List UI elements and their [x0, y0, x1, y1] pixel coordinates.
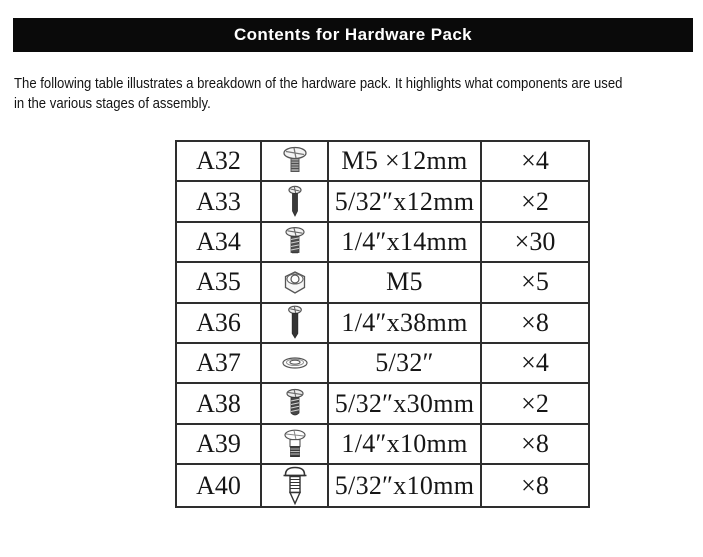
- part-qty-cell: ×8: [481, 464, 589, 507]
- title-bar: [13, 18, 693, 52]
- part-id-cell: A34: [176, 222, 261, 262]
- table-row-a37: [176, 343, 589, 383]
- part-id-cell: A36: [176, 303, 261, 343]
- table-row-a34: [176, 222, 589, 262]
- part-icon-cell: [261, 343, 328, 383]
- description-line-2: in the various stages of assembly.: [14, 95, 211, 112]
- part-id-cell: A40: [176, 464, 261, 507]
- part-spec-cell: 5/32″x30mm: [328, 383, 481, 423]
- part-id-cell: A38: [176, 383, 261, 423]
- part-id-cell: A33: [176, 181, 261, 221]
- push-rivet-icon: [262, 465, 327, 506]
- part-qty-cell: ×2: [481, 181, 589, 221]
- bolt-icon: [262, 305, 327, 340]
- part-icon-cell: [261, 303, 328, 343]
- page-title: Contents for Hardware Pack: [233, 25, 473, 44]
- oval-head-screw-icon: [262, 388, 327, 420]
- table-row-a40: [176, 464, 589, 507]
- wide-head-screw-icon: [262, 429, 327, 459]
- part-id-cell: A32: [176, 141, 261, 181]
- part-id-cell: A39: [176, 424, 261, 464]
- hardware-pack-table: [175, 140, 590, 508]
- part-icon-cell: [261, 181, 328, 221]
- part-icon-cell: [261, 383, 328, 423]
- part-icon-cell: [261, 222, 328, 262]
- countersunk-screw-icon: [262, 226, 327, 258]
- part-qty-cell: ×8: [481, 424, 589, 464]
- description-line-1: The following table illustrates a breakdown of the hardware pack. It highlights what components are used: [14, 75, 623, 92]
- table-row-a33: [176, 181, 589, 221]
- part-icon-cell: [261, 424, 328, 464]
- description-paragraph: [14, 74, 697, 114]
- part-id-cell: A37: [176, 343, 261, 383]
- part-qty-cell: ×4: [481, 141, 589, 181]
- part-spec-cell: M5 ×12mm: [328, 141, 481, 181]
- part-qty-cell: ×30: [481, 222, 589, 262]
- part-spec-cell: 5/32″x10mm: [328, 464, 481, 507]
- washer-icon: [262, 356, 327, 370]
- part-spec-cell: 5/32″x12mm: [328, 181, 481, 221]
- table-row-a35: [176, 262, 589, 302]
- part-icon-cell: [261, 464, 328, 507]
- table-row-a32: [176, 141, 589, 181]
- lock-nut-icon: [262, 270, 327, 295]
- part-qty-cell: ×4: [481, 343, 589, 383]
- table-row-a39: [176, 424, 589, 464]
- part-qty-cell: ×5: [481, 262, 589, 302]
- pan-head-machine-screw-icon: [262, 146, 327, 176]
- part-qty-cell: ×8: [481, 303, 589, 343]
- part-spec-cell: 5/32″: [328, 343, 481, 383]
- table-row-a38: [176, 383, 589, 423]
- part-spec-cell: 1/4″x14mm: [328, 222, 481, 262]
- part-spec-cell: 1/4″x10mm: [328, 424, 481, 464]
- table-row-a36: [176, 303, 589, 343]
- part-icon-cell: [261, 141, 328, 181]
- part-spec-cell: M5: [328, 262, 481, 302]
- self-tapping-screw-icon: [262, 185, 327, 218]
- part-icon-cell: [261, 262, 328, 302]
- part-id-cell: A35: [176, 262, 261, 302]
- part-spec-cell: 1/4″x38mm: [328, 303, 481, 343]
- part-qty-cell: ×2: [481, 383, 589, 423]
